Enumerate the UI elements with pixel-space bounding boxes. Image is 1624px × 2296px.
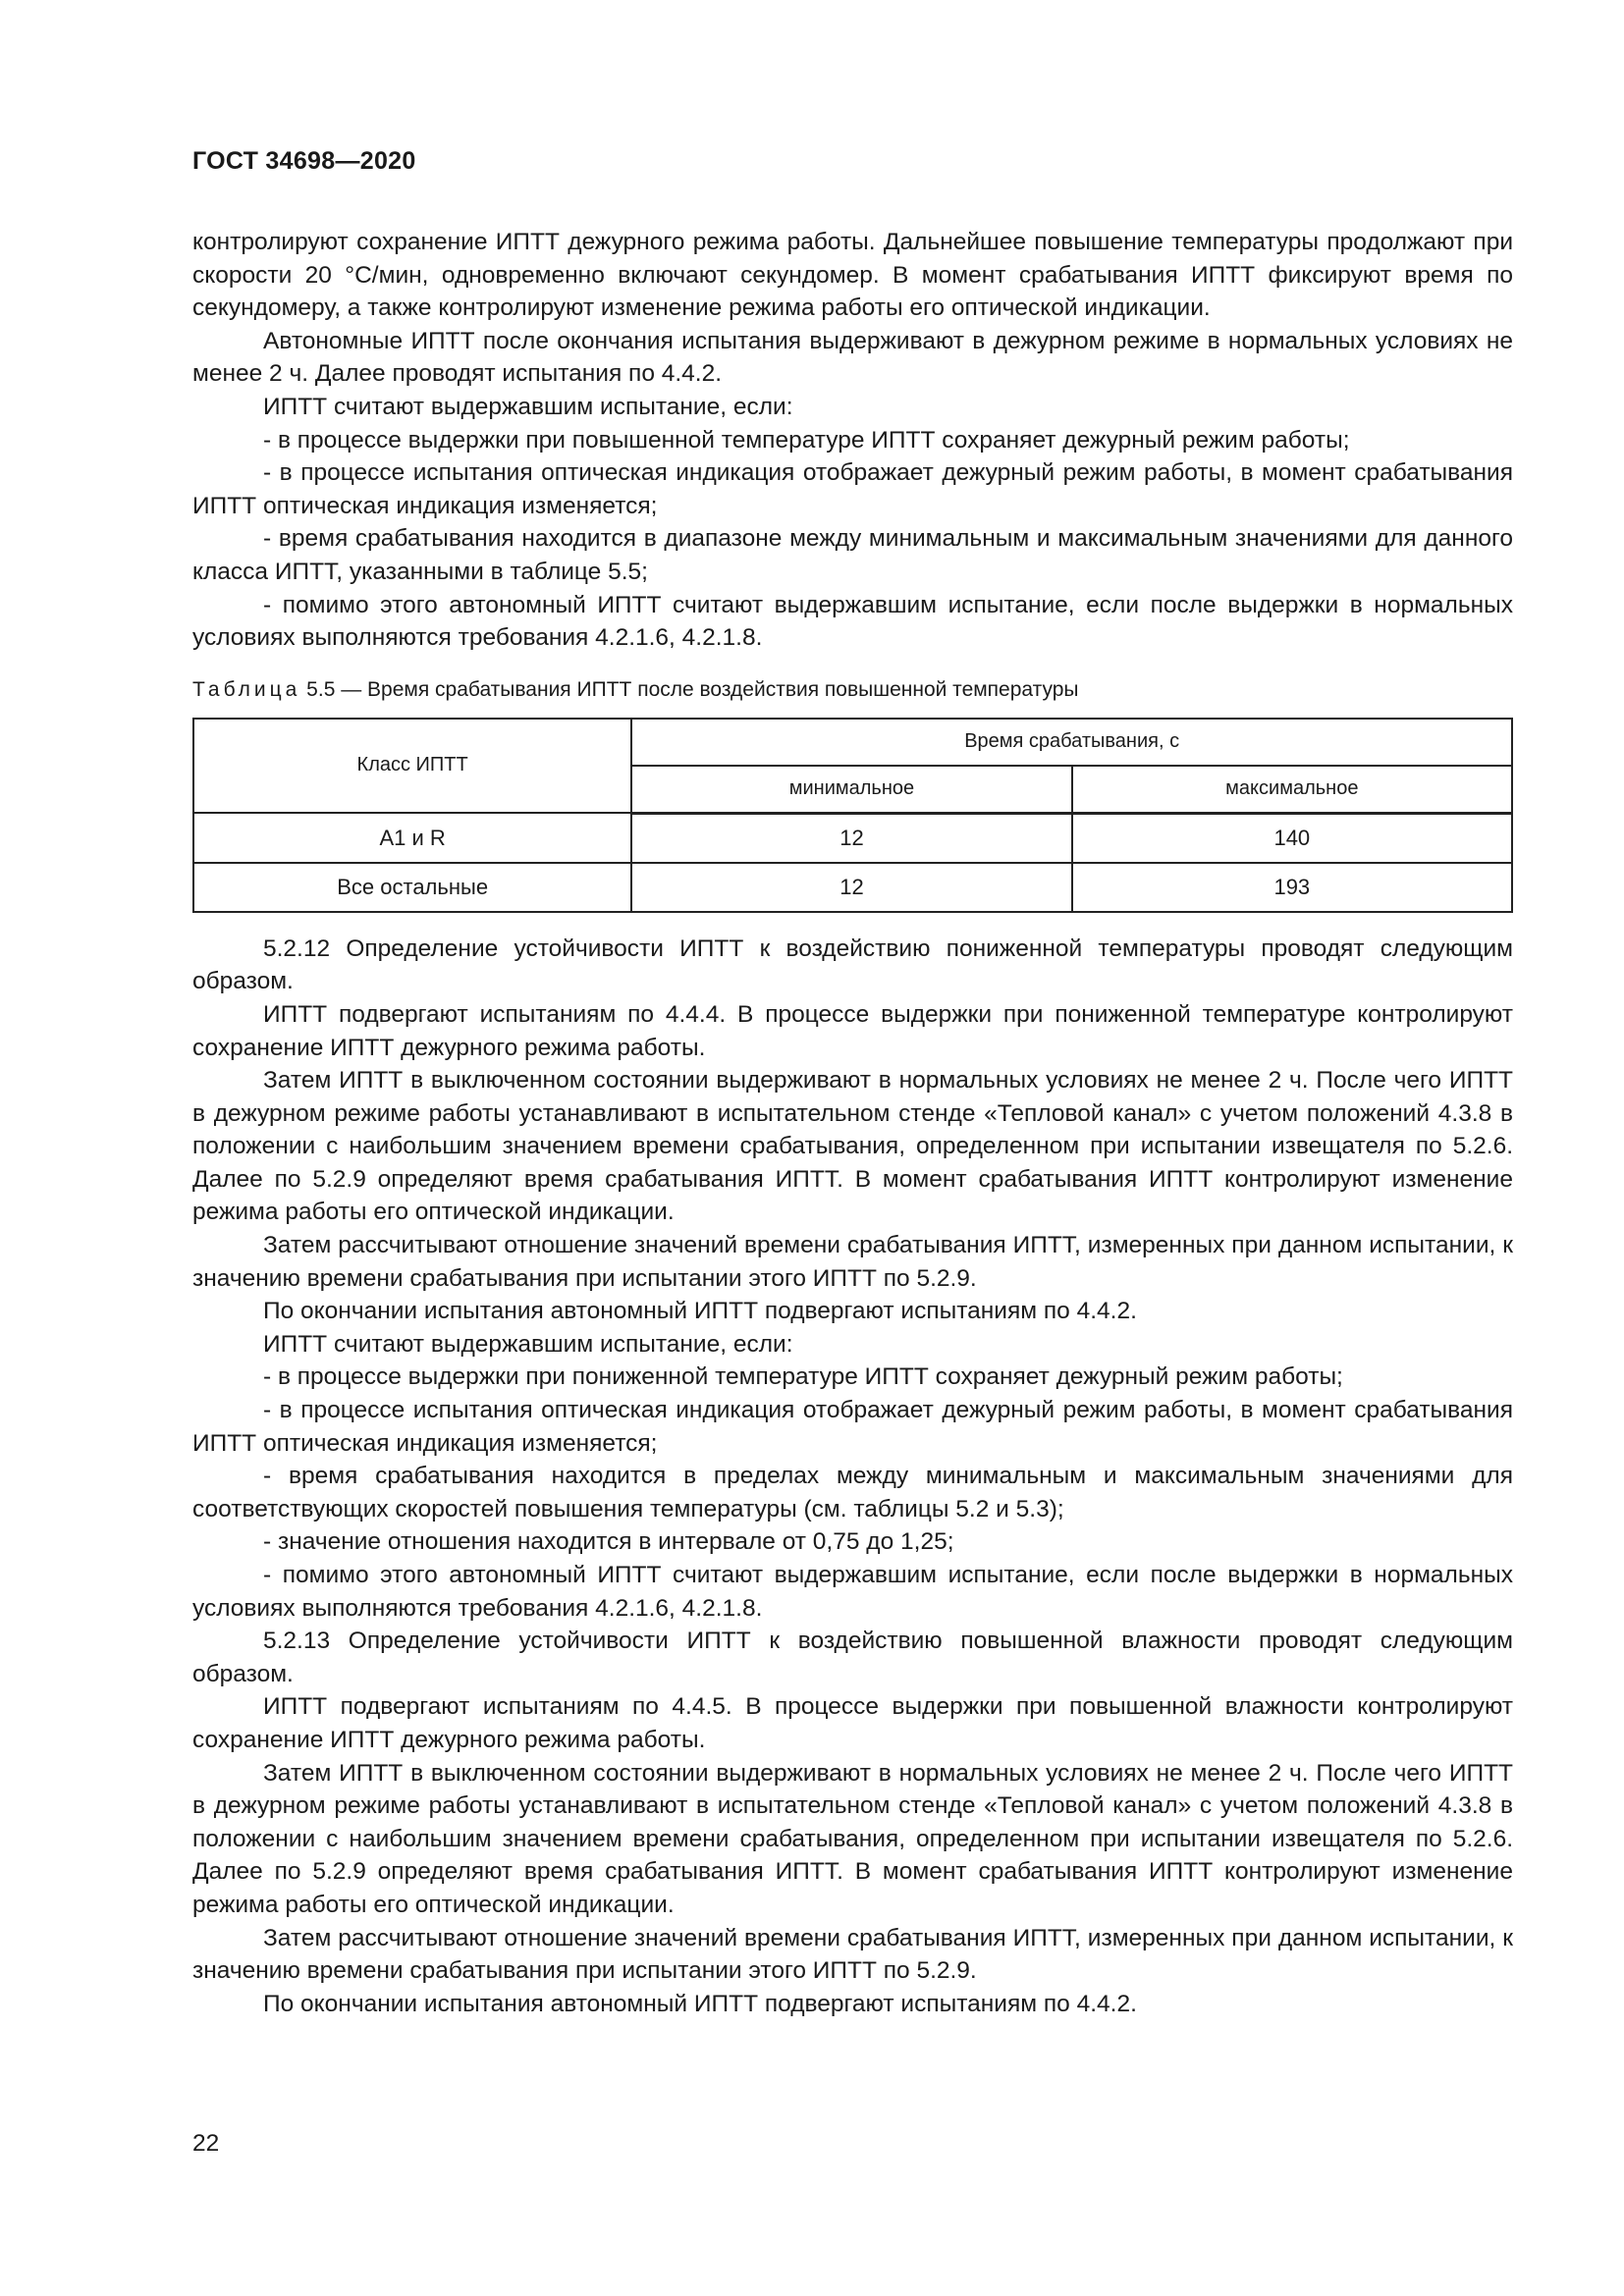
paragraph: ИПТТ считают выдержавшим испытание, если: — [263, 1330, 793, 1358]
paragraph: ИПТТ считают выдержавшим испытание, если: — [263, 393, 793, 420]
list-item: - значение отношения находится в интервале от 0,75 до 1,25; — [263, 1528, 954, 1556]
table-caption-label: Таблица — [192, 677, 301, 701]
paragraph: Затем ИПТТ в выключенном состоянии выдерживают в нормальных условиях не менее 2 ч. После чего ИПТТ в дежурном режиме работы устанавливают в испытательном стенде «Тепловой канал» с учетом положений 4.3.8 в положении с наибольшим значением времени срабатывания, определенном при испытании извещателя по 5.2.6. Далее по 5.2.9 определяют время срабатывания ИПТТ. В момент срабатывания ИПТТ контролируют изменение режима работы его оптической индикации. — [192, 1759, 1513, 1918]
paragraph: По окончании испытания автономный ИПТТ подвергают испытаниям по 4.4.2. — [263, 1298, 1137, 1325]
table-caption — [192, 676, 1513, 704]
table-cell-max: 140 — [1072, 813, 1512, 863]
table-cell-class: А1 и R — [193, 813, 631, 863]
list-item: - время срабатывания находится в диапазоне между минимальным и максимальным значениями для данного класса ИПТТ, указанными в таблице 5.5; — [192, 525, 1513, 585]
paragraph: Затем рассчитывают отношение значений времени срабатывания ИПТТ, измеренных при данном испытании, к значению времени срабатывания при испытании этого ИПТТ по 5.2.9. — [192, 1232, 1513, 1292]
paragraph: По окончании испытания автономный ИПТТ подвергают испытаниям по 4.4.2. — [263, 1990, 1137, 2017]
column-header-class: Класс ИПТТ — [193, 719, 631, 814]
response-time-table — [192, 718, 1513, 913]
section-heading-5-2-13: 5.2.13 Определение устойчивости ИПТТ к воздействию повышенной влажности проводят следующим образом. — [192, 1628, 1513, 1687]
paragraph: Затем ИПТТ в выключенном состоянии выдерживают в нормальных условиях не менее 2 ч. После чего ИПТТ в дежурном режиме работы устанавливают в испытательном стенде «Тепловой канал» с учетом положений 4.3.8 в положении с наибольшим значением времени срабатывания, определенном при испытании извещателя по 5.2.6. Далее по 5.2.9 определяют время срабатывания ИПТТ. В момент срабатывания ИПТТ контролируют изменение режима работы его оптической индикации. — [192, 1067, 1513, 1226]
paragraph: ИПТТ подвергают испытаниям по 4.4.5. В процессе выдержки при повышенной влажности контролируют сохранение ИПТТ дежурного режима работы. — [192, 1693, 1513, 1753]
column-header-max: максимальное — [1072, 766, 1512, 814]
table-cell-max: 193 — [1072, 863, 1512, 912]
column-header-time: Время срабатывания, с — [631, 719, 1512, 766]
list-item: - в процессе выдержки при повышенной температуре ИПТТ сохраняет дежурный режим работы; — [263, 426, 1350, 454]
list-item: - в процессе выдержки при пониженной температуре ИПТТ сохраняет дежурный режим работы; — [263, 1363, 1343, 1391]
list-item: - помимо этого автономный ИПТТ считают выдержавшим испытание, если после выдержки в нормальных условиях выполняются требования 4.2.1.6, 4.2.1.8. — [192, 591, 1513, 652]
table-caption-text: 5.5 — Время срабатывания ИПТТ после воздействия повышенной температуры — [300, 677, 1079, 701]
list-item: - в процессе испытания оптическая индикация отображает дежурный режим работы, в момент срабатывания ИПТТ оптическая индикация изменяется; — [192, 459, 1513, 519]
table-cell-min: 12 — [631, 813, 1071, 863]
list-item: - время срабатывания находится в пределах между минимальным и максимальным значениями для соответствующих скоростей повышения температуры (см. таблицы 5.2 и 5.3); — [192, 1463, 1513, 1522]
column-header-min: минимальное — [631, 766, 1071, 814]
table-cell-min: 12 — [631, 863, 1071, 912]
page-number: 22 — [192, 2130, 220, 2157]
paragraph: Затем рассчитывают отношение значений времени срабатывания ИПТТ, измеренных при данном испытании, к значению времени срабатывания при испытании этого ИПТТ по 5.2.9. — [192, 1924, 1513, 1985]
list-item: - помимо этого автономный ИПТТ считают выдержавшим испытание, если после выдержки в нормальных условиях выполняются требования 4.2.1.6, 4.2.1.8. — [192, 1562, 1513, 1622]
table-row — [193, 863, 1512, 912]
paragraph: Автономные ИПТТ после окончания испытания выдерживают в дежурном режиме в нормальных условиях не менее 2 ч. Далее проводят испытания по 4.4.2. — [192, 327, 1513, 388]
paragraph: контролируют сохранение ИПТТ дежурного режима работы. Дальнейшее повышение температуры продолжают при скорости 20 °С/мин, одновременно включают секундомер. В момент срабатывания ИПТТ фиксируют время по секундомеру, а также контролируют изменение режима работы его оптической индикации. — [192, 229, 1513, 322]
section-heading-5-2-12: 5.2.12 Определение устойчивости ИПТТ к воздействию пониженной температуры проводят следующим образом. — [192, 934, 1513, 995]
document-body — [192, 226, 1513, 2020]
table-cell-class: Все остальные — [193, 863, 631, 912]
document-header: ГОСТ 34698—2020 — [192, 147, 416, 175]
paragraph: ИПТТ подвергают испытаниям по 4.4.4. В процессе выдержки при пониженной температуре контролируют сохранение ИПТТ дежурного режима работы. — [192, 1000, 1513, 1061]
table-row — [193, 813, 1512, 863]
list-item: - в процессе испытания оптическая индикация отображает дежурный режим работы, в момент срабатывания ИПТТ оптическая индикация изменяется; — [192, 1397, 1513, 1457]
